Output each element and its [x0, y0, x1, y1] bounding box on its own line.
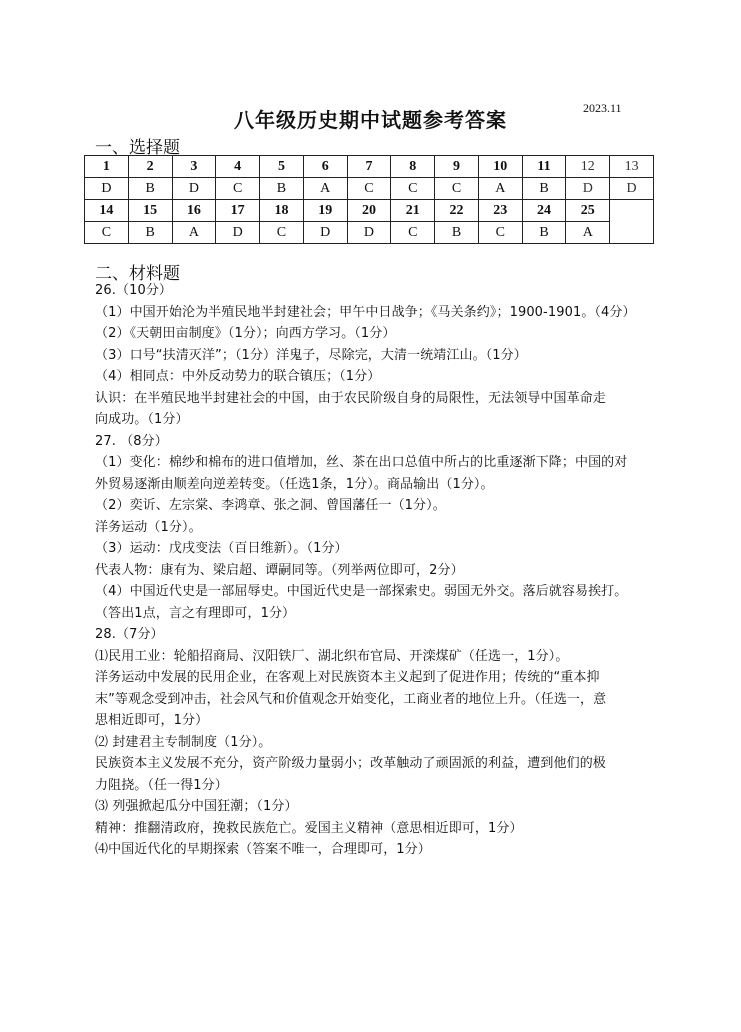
table-row-answers-2 [85, 222, 654, 244]
text-line: （4）中国近代史是一部屈辱史。中国近代史是一部探索史。弱国无外交。落后就容易挨打。 [95, 584, 628, 599]
text-line: 认识：在半殖民地半封建社会的中国，由于农民阶级自身的局限性，无法领导中国革命走 [95, 390, 606, 406]
text-line: （2）《天朝田亩制度》（1分）；向西方学习。（1分） [95, 326, 396, 341]
table-cell: C [391, 178, 435, 200]
table-cell: 4 [216, 156, 260, 178]
table-cell: 10 [478, 156, 522, 178]
page-title: 八年级历史期中试题参考答案 [234, 108, 507, 132]
table-cell: 20 [347, 200, 391, 222]
table-cell: 11 [522, 156, 566, 178]
text-line: ⑵ 封建君主专制制度（1分）。 [95, 734, 272, 750]
text-line: 洋务运动（1分）。 [95, 519, 202, 535]
text-line: ⑴民用工业：轮船招商局、汉阳铁厂、湖北织布官局、开滦煤矿（任选一，1分）。 [95, 648, 569, 664]
text-line: （4）相同点：中外反动势力的联合镇压；（1分） [95, 369, 381, 384]
table-cell: B [260, 178, 304, 200]
table-row-answers-1 [85, 178, 654, 200]
text-line: （1）变化：棉纱和棉布的进口值增加，丝、茶在出口总值中所占的比重逐渐下降；中国的对 [95, 455, 628, 470]
table-cell: 7 [347, 156, 391, 178]
table-cell: D [303, 222, 347, 244]
text-line: ⑷中国近代化的早期探索（答案不唯一，合理即可，1分） [95, 842, 431, 857]
text-line: 洋务运动中发展的民用企业，在客观上对民族资本主义起到了促进作用；传统的“重本抑 [95, 670, 600, 685]
table-cell: 17 [216, 200, 260, 222]
table-cell: D [216, 222, 260, 244]
text-line: （1）中国开始沦为半殖民地半封建社会；甲午中日战争；《马关条约》；1900-1901。（4分） [95, 304, 636, 320]
table-cell: D [566, 178, 610, 200]
table-cell: D [85, 178, 129, 200]
text-line: 思相近即可，1分） [95, 713, 209, 728]
table-cell: 14 [85, 200, 129, 222]
text-line: ⑶ 列强掀起瓜分中国狂潮；（1分） [95, 799, 298, 814]
text-line: 26.（10分） [95, 283, 173, 298]
text-line: 外贸易逐渐由顺差向逆差转变。（任选1条，1分）。商品输出（1分）。 [95, 476, 494, 492]
answer-body [95, 280, 665, 861]
text-line: （3）口号“扶清灭洋”；（1分）洋鬼子，尽除完，大清一统靖江山。（1分） [95, 347, 527, 363]
table-cell: 3 [172, 156, 216, 178]
section-heading-choice: 一、选择题 [95, 138, 180, 158]
table-cell: C [85, 222, 129, 244]
table-cell: B [435, 222, 479, 244]
table-cell: 8 [391, 156, 435, 178]
table-cell: 12 [566, 156, 610, 178]
table-cell: A [566, 222, 610, 244]
table-cell: 22 [435, 200, 479, 222]
text-line: 向成功。（1分） [95, 412, 189, 427]
table-cell: C [260, 222, 304, 244]
table-cell: 2 [128, 156, 172, 178]
table-cell: 5 [260, 156, 304, 178]
text-line: 28.（7分） [95, 627, 164, 642]
answer-table [84, 155, 654, 244]
table-cell: C [391, 222, 435, 244]
table-row-numbers-1 [85, 156, 654, 178]
table-cell: 6 [303, 156, 347, 178]
table-cell: 24 [522, 200, 566, 222]
text-line: （答出1点，言之有理即可，1分） [95, 605, 296, 621]
table-row-numbers-2 [85, 200, 654, 222]
table-cell: 13 [610, 156, 654, 178]
table-cell: B [128, 222, 172, 244]
table-cell: 18 [260, 200, 304, 222]
table-cell: 15 [128, 200, 172, 222]
section-heading-material: 二、材料题 [95, 264, 180, 284]
text-line: 精神：推翻清政府，挽救民族危亡。爱国主义精神（意思相近即可，1分） [95, 820, 523, 836]
table-cell: C [216, 178, 260, 200]
table-cell: A [303, 178, 347, 200]
text-line: 末”等观念受到冲击，社会风气和价值观念开始变化，工商业者的地位上升。（任选一，意 [95, 691, 607, 707]
table-cell: C [347, 178, 391, 200]
table-cell: B [522, 178, 566, 200]
text-line: 民族资本主义发展不充分，资产阶级力量弱小；改革触动了顽固派的利益，遭到他们的极 [95, 756, 606, 771]
table-cell: 9 [435, 156, 479, 178]
table-cell: A [172, 222, 216, 244]
table-cell: D [610, 178, 654, 200]
table-cell: B [522, 222, 566, 244]
table-cell: B [128, 178, 172, 200]
table-cell: C [435, 178, 479, 200]
table-cell: 1 [85, 156, 129, 178]
text-line: 27. （8分） [95, 433, 168, 449]
text-line: 代表人物：康有为、梁启超、谭嗣同等。（列举两位即可，2分） [95, 562, 464, 578]
table-cell: 23 [478, 200, 522, 222]
text-line: 力阻挠。（任一得1分） [95, 777, 228, 793]
exam-date: 2023.11 [583, 101, 622, 115]
table-cell: 16 [172, 200, 216, 222]
table-cell-empty [610, 200, 654, 244]
table-cell: 21 [391, 200, 435, 222]
table-cell: C [478, 222, 522, 244]
table-cell: D [172, 178, 216, 200]
table-cell: 25 [566, 200, 610, 222]
table-cell: A [478, 178, 522, 200]
table-cell: D [347, 222, 391, 244]
text-line: （2）奕䜣、左宗棠、李鸿章、张之洞、曾国藩任一（1分）。 [95, 498, 446, 513]
table-cell: 19 [303, 200, 347, 222]
text-line: （3）运动：戊戌变法（百日维新）。（1分） [95, 541, 348, 556]
